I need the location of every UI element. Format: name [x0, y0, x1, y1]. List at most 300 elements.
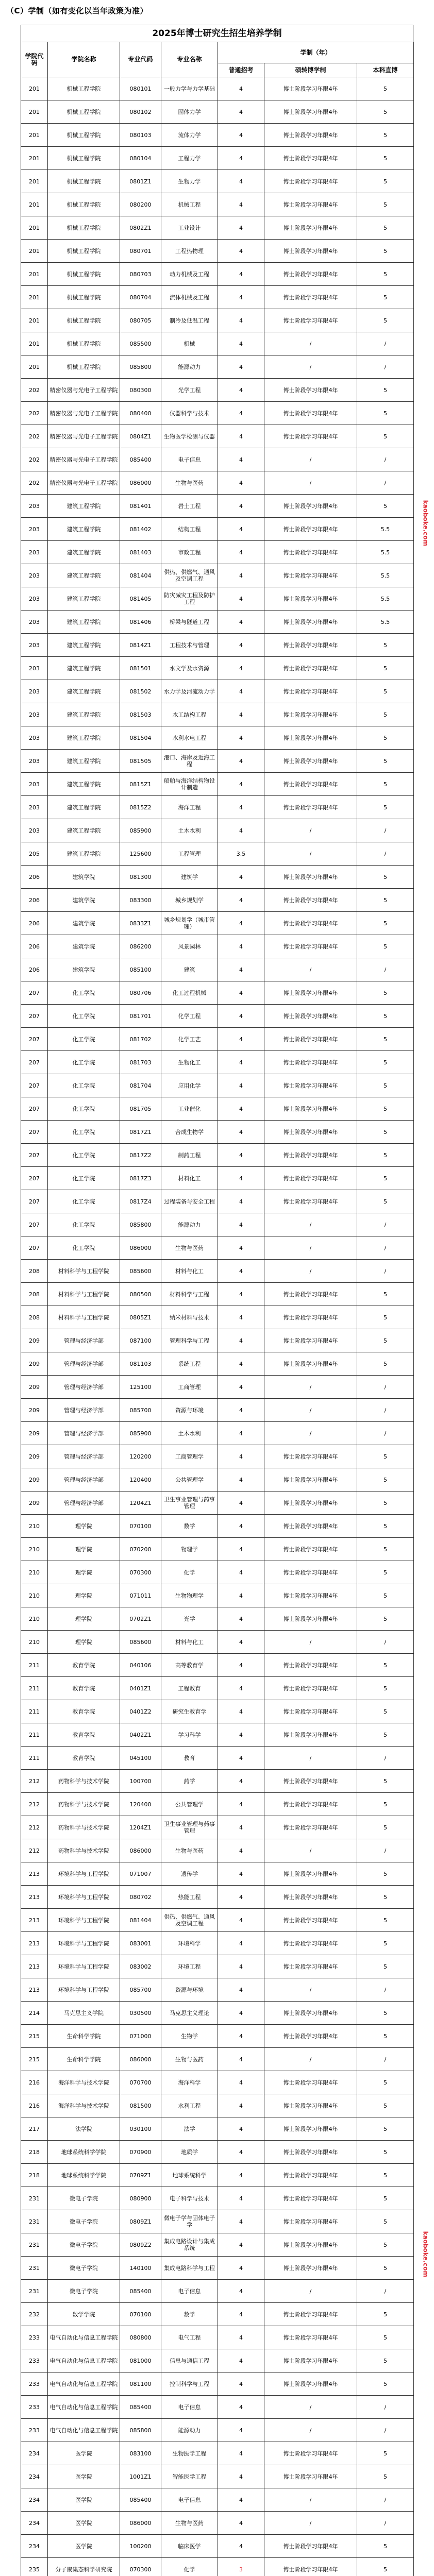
cell-general-admission: 4 — [218, 2210, 264, 2233]
table-row — [21, 611, 414, 634]
cell-college-code: 203 — [21, 819, 48, 842]
cell-college-code: 211 — [21, 1677, 48, 1700]
cell-major-name: 工商管理 — [161, 1376, 218, 1399]
table-row — [21, 796, 414, 819]
cell-college-name: 机械工程学院 — [48, 193, 120, 216]
cell-masters-to-phd: 博士阶段学习年限4年 — [264, 1492, 357, 1515]
cell-general-admission: 4 — [218, 379, 264, 402]
cell-college-code: 201 — [21, 77, 48, 100]
cell-major-name: 临床医学 — [161, 2535, 218, 2558]
cell-college-name: 理学院 — [48, 1607, 120, 1631]
cell-direct-phd: / — [357, 1213, 414, 1236]
cell-major-code: 070900 — [120, 2141, 161, 2164]
cell-college-name: 建筑工程学院 — [48, 680, 120, 703]
cell-college-name: 环境科学与工程学院 — [48, 1862, 120, 1886]
cell-major-code: 081401 — [120, 495, 161, 518]
cell-college-code: 212 — [21, 1816, 48, 1839]
cell-masters-to-phd: 博士阶段学习年限4年 — [264, 2372, 357, 2396]
cell-masters-to-phd: 博士阶段学习年限4年 — [264, 124, 357, 147]
cell-college-code: 210 — [21, 1515, 48, 1538]
cell-major-name: 岩土工程 — [161, 495, 218, 518]
cell-college-code: 209 — [21, 1399, 48, 1422]
cell-masters-to-phd: 博士阶段学习年限4年 — [264, 1700, 357, 1723]
cell-masters-to-phd: 博士阶段学习年限4年 — [264, 2141, 357, 2164]
cell-direct-phd: 5 — [357, 2257, 414, 2280]
cell-masters-to-phd: / — [264, 1260, 357, 1283]
cell-major-code: 080101 — [120, 77, 161, 100]
header-college-name: 学院名称 — [48, 42, 120, 77]
table-body — [21, 77, 414, 2576]
cell-masters-to-phd: 博士阶段学习年限4年 — [264, 773, 357, 796]
cell-direct-phd: 5 — [357, 912, 414, 935]
cell-college-name: 医学院 — [48, 2465, 120, 2488]
cell-major-code: 0804Z1 — [120, 425, 161, 448]
cell-college-code: 233 — [21, 2396, 48, 2419]
table-row — [21, 2094, 414, 2117]
cell-masters-to-phd: 博士阶段学习年限4年 — [264, 402, 357, 425]
cell-college-name: 教育学院 — [48, 1723, 120, 1747]
cell-college-code: 209 — [21, 1376, 48, 1399]
cell-general-admission: 4 — [218, 1306, 264, 1329]
table-row — [21, 170, 414, 193]
cell-college-code: 207 — [21, 1097, 48, 1121]
table-row — [21, 495, 414, 518]
cell-college-code: 206 — [21, 958, 48, 981]
cell-major-code: 125100 — [120, 1376, 161, 1399]
cell-college-code: 233 — [21, 2349, 48, 2372]
cell-general-admission: 4 — [218, 1538, 264, 1561]
table-row — [21, 1607, 414, 1631]
cell-college-name: 机械工程学院 — [48, 216, 120, 240]
cell-masters-to-phd: / — [264, 2512, 357, 2535]
cell-college-name: 化工学院 — [48, 1005, 120, 1028]
cell-direct-phd: 5 — [357, 680, 414, 703]
cell-direct-phd: 5 — [357, 309, 414, 332]
cell-college-code: 207 — [21, 1144, 48, 1167]
cell-masters-to-phd: 博士阶段学习年限4年 — [264, 1561, 357, 1584]
cell-direct-phd: 5 — [357, 1028, 414, 1051]
cell-masters-to-phd: 博士阶段学习年限4年 — [264, 216, 357, 240]
section-title: （C）学制（如有变化以当年政策为准） — [6, 5, 148, 16]
table-row — [21, 1468, 414, 1492]
cell-general-admission: 4 — [218, 1074, 264, 1097]
cell-college-name: 建筑工程学院 — [48, 518, 120, 541]
cell-direct-phd: 5 — [357, 1329, 414, 1352]
cell-major-code: 081505 — [120, 750, 161, 773]
cell-direct-phd: 5 — [357, 866, 414, 889]
cell-major-name: 水利工程 — [161, 2094, 218, 2117]
cell-general-admission: 4 — [218, 703, 264, 726]
cell-general-admission: 4 — [218, 1097, 264, 1121]
cell-direct-phd: 5 — [357, 1005, 414, 1028]
cell-masters-to-phd: 博士阶段学习年限4年 — [264, 1816, 357, 1839]
cell-major-name: 化学 — [161, 2558, 218, 2576]
cell-college-name: 理学院 — [48, 1561, 120, 1584]
cell-general-admission: 4 — [218, 796, 264, 819]
cell-general-admission: 4 — [218, 1886, 264, 1909]
cell-masters-to-phd: 博士阶段学习年限4年 — [264, 1538, 357, 1561]
cell-major-name: 生物与医药 — [161, 2512, 218, 2535]
cell-major-code: 070300 — [120, 2558, 161, 2576]
cell-masters-to-phd: 博士阶段学习年限4年 — [264, 2535, 357, 2558]
cell-general-admission: 4 — [218, 1051, 264, 1074]
cell-direct-phd: / — [357, 2048, 414, 2071]
table-row — [21, 703, 414, 726]
cell-masters-to-phd: 博士阶段学习年限4年 — [264, 309, 357, 332]
cell-general-admission: 4 — [218, 1445, 264, 1468]
cell-general-admission: 4 — [218, 1283, 264, 1306]
cell-major-name: 光学工程 — [161, 379, 218, 402]
cell-direct-phd: 5 — [357, 1723, 414, 1747]
cell-direct-phd: 5 — [357, 170, 414, 193]
cell-general-admission: 4 — [218, 147, 264, 170]
cell-major-code: 080103 — [120, 124, 161, 147]
cell-college-code: 231 — [21, 2257, 48, 2280]
cell-college-code: 233 — [21, 2326, 48, 2349]
cell-college-code: 215 — [21, 2025, 48, 2048]
table-row — [21, 1839, 414, 1862]
cell-major-name: 材料科学与工程 — [161, 1283, 218, 1306]
cell-masters-to-phd: 博士阶段学习年限4年 — [264, 495, 357, 518]
cell-major-name: 学习科学 — [161, 1723, 218, 1747]
cell-general-admission: 4 — [218, 541, 264, 564]
cell-major-code: 070200 — [120, 1538, 161, 1561]
cell-major-code: 081702 — [120, 1028, 161, 1051]
cell-major-name: 电子信息 — [161, 2488, 218, 2512]
cell-major-code: 086000 — [120, 1236, 161, 1260]
cell-college-code: 207 — [21, 1005, 48, 1028]
cell-masters-to-phd: 博士阶段学习年限4年 — [264, 2094, 357, 2117]
cell-direct-phd: 5 — [357, 1932, 414, 1955]
cell-major-code: 0802Z1 — [120, 216, 161, 240]
cell-major-name: 材料化工 — [161, 1167, 218, 1190]
cell-masters-to-phd: 博士阶段学习年限4年 — [264, 1862, 357, 1886]
cell-major-name: 工业设计 — [161, 216, 218, 240]
cell-masters-to-phd: 博士阶段学习年限4年 — [264, 2025, 357, 2048]
table-row — [21, 935, 414, 958]
cell-major-code: 071000 — [120, 2025, 161, 2048]
cell-college-code: 202 — [21, 448, 48, 471]
cell-direct-phd: 5 — [357, 124, 414, 147]
table-row — [21, 587, 414, 611]
cell-direct-phd: / — [357, 2488, 414, 2512]
cell-direct-phd: 5 — [357, 2535, 414, 2558]
table-row — [21, 2210, 414, 2233]
table-row — [21, 518, 414, 541]
cell-general-admission: 4 — [218, 1631, 264, 1654]
cell-college-code: 211 — [21, 1723, 48, 1747]
cell-general-admission: 4 — [218, 634, 264, 657]
cell-major-code: 085800 — [120, 2419, 161, 2442]
table-row — [21, 564, 414, 587]
cell-major-name: 生物物理学 — [161, 1584, 218, 1607]
header-program-length: 学制（年） — [218, 42, 414, 63]
cell-college-name: 化工学院 — [48, 1190, 120, 1213]
cell-general-admission: 4 — [218, 2442, 264, 2465]
cell-college-name: 理学院 — [48, 1515, 120, 1538]
table-row — [21, 1329, 414, 1352]
table-row — [21, 100, 414, 124]
cell-major-name: 环境科学 — [161, 1932, 218, 1955]
table-row — [21, 1260, 414, 1283]
cell-major-name: 化工过程机械 — [161, 981, 218, 1005]
cell-college-name: 材料科学与工程学院 — [48, 1260, 120, 1283]
cell-general-admission: 4 — [218, 1144, 264, 1167]
table-row — [21, 1005, 414, 1028]
cell-masters-to-phd: 博士阶段学习年限4年 — [264, 1144, 357, 1167]
cell-major-name: 热能工程 — [161, 1886, 218, 1909]
cell-general-admission: 4 — [218, 564, 264, 587]
cell-major-code: 120200 — [120, 1445, 161, 1468]
cell-direct-phd: 5 — [357, 1700, 414, 1723]
table-row — [21, 2465, 414, 2488]
cell-college-name: 机械工程学院 — [48, 147, 120, 170]
cell-masters-to-phd: 博士阶段学习年限4年 — [264, 1932, 357, 1955]
cell-general-admission: 4 — [218, 1399, 264, 1422]
cell-direct-phd: / — [357, 332, 414, 355]
cell-college-name: 管理与经济学部 — [48, 1329, 120, 1352]
cell-college-code: 201 — [21, 170, 48, 193]
table-row — [21, 1121, 414, 1144]
cell-college-name: 地球系统科学学院 — [48, 2141, 120, 2164]
cell-general-admission: 4 — [218, 1260, 264, 1283]
cell-major-code: 081103 — [120, 1352, 161, 1376]
cell-college-code: 208 — [21, 1306, 48, 1329]
cell-masters-to-phd: 博士阶段学习年限4年 — [264, 170, 357, 193]
cell-masters-to-phd: 博士阶段学习年限4年 — [264, 912, 357, 935]
cell-major-name: 城乡规划学 — [161, 889, 218, 912]
cell-masters-to-phd: 博士阶段学习年限4年 — [264, 518, 357, 541]
cell-direct-phd: 5 — [357, 2558, 414, 2576]
cell-college-code: 213 — [21, 1886, 48, 1909]
table-row — [21, 912, 414, 935]
cell-major-name: 城乡规划学（城市管理） — [161, 912, 218, 935]
cell-general-admission: 4 — [218, 1422, 264, 1445]
table-row — [21, 1909, 414, 1932]
cell-major-name: 生物与医药 — [161, 1839, 218, 1862]
cell-major-name: 过程装备与安全工程 — [161, 1190, 218, 1213]
cell-masters-to-phd: 博士阶段学习年限4年 — [264, 1677, 357, 1700]
cell-masters-to-phd: 博士阶段学习年限4年 — [264, 1770, 357, 1793]
cell-major-code: 087100 — [120, 1329, 161, 1352]
cell-major-code: 100700 — [120, 1770, 161, 1793]
cell-major-name: 生物医学工程 — [161, 2442, 218, 2465]
table-row — [21, 1515, 414, 1538]
cell-major-code: 081501 — [120, 657, 161, 680]
table-row — [21, 819, 414, 842]
cell-major-code: 080702 — [120, 1886, 161, 1909]
cell-major-code: 070700 — [120, 2071, 161, 2094]
cell-college-code: 231 — [21, 2210, 48, 2233]
cell-masters-to-phd: 博士阶段学习年限4年 — [264, 1654, 357, 1677]
cell-major-code: 0814Z1 — [120, 634, 161, 657]
cell-masters-to-phd: / — [264, 2419, 357, 2442]
cell-college-name: 机械工程学院 — [48, 309, 120, 332]
cell-direct-phd: 5 — [357, 657, 414, 680]
cell-direct-phd: / — [357, 1236, 414, 1260]
cell-major-code: 080701 — [120, 240, 161, 263]
cell-major-name: 仪器科学与技术 — [161, 402, 218, 425]
cell-major-code: 070100 — [120, 2303, 161, 2326]
cell-major-name: 生物医学检测与仪器 — [161, 425, 218, 448]
cell-general-admission: 4 — [218, 2002, 264, 2025]
cell-college-code: 209 — [21, 1329, 48, 1352]
cell-masters-to-phd: / — [264, 355, 357, 379]
cell-direct-phd: / — [357, 2396, 414, 2419]
cell-general-admission: 4 — [218, 2141, 264, 2164]
cell-major-name: 土木水利 — [161, 1422, 218, 1445]
table-row — [21, 1561, 414, 1584]
cell-major-name: 应用化学 — [161, 1074, 218, 1097]
cell-general-admission: 4 — [218, 1654, 264, 1677]
cell-college-name: 建筑工程学院 — [48, 495, 120, 518]
cell-general-admission: 4 — [218, 1816, 264, 1839]
cell-general-admission: 4 — [218, 2071, 264, 2094]
cell-major-code: 0817Z2 — [120, 1144, 161, 1167]
cell-major-code: 085700 — [120, 1978, 161, 2002]
cell-college-name: 化工学院 — [48, 1097, 120, 1121]
cell-direct-phd: 5 — [357, 1074, 414, 1097]
cell-direct-phd: / — [357, 2280, 414, 2303]
cell-masters-to-phd: 博士阶段学习年限4年 — [264, 657, 357, 680]
cell-direct-phd: 5 — [357, 77, 414, 100]
table-row — [21, 1584, 414, 1607]
cell-general-admission: 4 — [218, 286, 264, 309]
table-row — [21, 2512, 414, 2535]
table-row — [21, 842, 414, 866]
cell-college-code: 213 — [21, 1862, 48, 1886]
cell-direct-phd: 5 — [357, 495, 414, 518]
cell-major-name: 桥梁与隧道工程 — [161, 611, 218, 634]
cell-general-admission: 4 — [218, 425, 264, 448]
cell-major-name: 研究生教育学 — [161, 1700, 218, 1723]
cell-major-code: 080706 — [120, 981, 161, 1005]
cell-general-admission: 4 — [218, 2349, 264, 2372]
cell-general-admission: 4 — [218, 193, 264, 216]
cell-college-name: 环境科学与工程学院 — [48, 1932, 120, 1955]
cell-college-name: 建筑工程学院 — [48, 541, 120, 564]
cell-direct-phd: 5 — [357, 1886, 414, 1909]
cell-general-admission: 4 — [218, 1839, 264, 1862]
cell-major-code: 081502 — [120, 680, 161, 703]
table-row — [21, 1538, 414, 1561]
cell-college-name: 精密仪器与光电子工程学院 — [48, 379, 120, 402]
table-row — [21, 1190, 414, 1213]
cell-direct-phd: 5 — [357, 1445, 414, 1468]
cell-major-name: 资源与环境 — [161, 1399, 218, 1422]
cell-college-name: 材料科学与工程学院 — [48, 1306, 120, 1329]
cell-major-name: 生物力学 — [161, 170, 218, 193]
cell-college-name: 建筑学院 — [48, 866, 120, 889]
cell-college-code: 203 — [21, 750, 48, 773]
cell-major-name: 工程热物理 — [161, 240, 218, 263]
cell-major-code: 0817Z3 — [120, 1167, 161, 1190]
cell-masters-to-phd: 博士阶段学习年限4年 — [264, 1074, 357, 1097]
cell-major-code: 081701 — [120, 1005, 161, 1028]
cell-direct-phd: 5 — [357, 1492, 414, 1515]
cell-college-name: 精密仪器与光电子工程学院 — [48, 448, 120, 471]
cell-major-code: 030100 — [120, 2117, 161, 2141]
cell-major-name: 公共管理学 — [161, 1793, 218, 1816]
table-row — [21, 1445, 414, 1468]
cell-college-name: 化工学院 — [48, 1213, 120, 1236]
cell-college-name: 教育学院 — [48, 1700, 120, 1723]
cell-major-code: 0805Z1 — [120, 1306, 161, 1329]
cell-major-name: 流体机械及工程 — [161, 286, 218, 309]
cell-direct-phd: 5 — [357, 1607, 414, 1631]
cell-direct-phd: 5 — [357, 2442, 414, 2465]
cell-direct-phd: 5 — [357, 1121, 414, 1144]
cell-college-name: 建筑工程学院 — [48, 657, 120, 680]
cell-major-code: 083100 — [120, 2442, 161, 2465]
cell-direct-phd: 5 — [357, 2002, 414, 2025]
cell-masters-to-phd: 博士阶段学习年限4年 — [264, 1352, 357, 1376]
cell-general-admission: 4 — [218, 889, 264, 912]
cell-masters-to-phd: 博士阶段学习年限4年 — [264, 2326, 357, 2349]
table-row — [21, 2442, 414, 2465]
cell-direct-phd: 5 — [357, 286, 414, 309]
cell-masters-to-phd: 博士阶段学习年限4年 — [264, 77, 357, 100]
cell-major-name: 工程教育 — [161, 1677, 218, 1700]
cell-major-name: 港口、海岸及近海工程 — [161, 750, 218, 773]
cell-college-code: 201 — [21, 309, 48, 332]
cell-college-code: 207 — [21, 1074, 48, 1097]
cell-major-name: 化学工程 — [161, 1005, 218, 1028]
cell-major-name: 制药工程 — [161, 1144, 218, 1167]
table-row — [21, 750, 414, 773]
cell-major-name: 微电子学与固体电子学 — [161, 2210, 218, 2233]
cell-direct-phd: 5 — [357, 1167, 414, 1190]
table-row — [21, 1793, 414, 1816]
cell-general-admission: 4 — [218, 2535, 264, 2558]
cell-major-code: 071007 — [120, 1862, 161, 1886]
cell-college-code: 207 — [21, 1213, 48, 1236]
cell-college-code: 203 — [21, 703, 48, 726]
cell-major-code: 085400 — [120, 2280, 161, 2303]
cell-major-code: 086000 — [120, 471, 161, 495]
watermark: kaoboke.com — [422, 2231, 429, 2277]
cell-direct-phd: 5.5 — [357, 611, 414, 634]
table-row — [21, 634, 414, 657]
cell-major-code: 070100 — [120, 1515, 161, 1538]
cell-college-code: 233 — [21, 2419, 48, 2442]
table-row — [21, 1352, 414, 1376]
cell-college-name: 医学院 — [48, 2512, 120, 2535]
cell-direct-phd: 5 — [357, 2233, 414, 2257]
cell-general-admission: 4 — [218, 240, 264, 263]
cell-college-name: 管理与经济学部 — [48, 1376, 120, 1399]
cell-college-name: 建筑工程学院 — [48, 634, 120, 657]
cell-general-admission: 4 — [218, 77, 264, 100]
cell-college-code: 203 — [21, 518, 48, 541]
table-row — [21, 2164, 414, 2187]
cell-college-code: 207 — [21, 1167, 48, 1190]
cell-direct-phd: 5 — [357, 100, 414, 124]
cell-major-name: 化学工艺 — [161, 1028, 218, 1051]
cell-major-name: 供热、供燃气、通风及空调工程 — [161, 564, 218, 587]
cell-college-name: 化工学院 — [48, 1028, 120, 1051]
cell-major-name: 材料与化工 — [161, 1631, 218, 1654]
cell-major-name: 海洋科学 — [161, 2071, 218, 2094]
cell-masters-to-phd: 博士阶段学习年限4年 — [264, 750, 357, 773]
cell-direct-phd: / — [357, 958, 414, 981]
cell-general-admission: 4 — [218, 2303, 264, 2326]
cell-general-admission: 4 — [218, 981, 264, 1005]
cell-direct-phd: 5 — [357, 1306, 414, 1329]
cell-major-code: 085800 — [120, 355, 161, 379]
cell-college-code: 201 — [21, 216, 48, 240]
cell-college-code: 210 — [21, 1631, 48, 1654]
